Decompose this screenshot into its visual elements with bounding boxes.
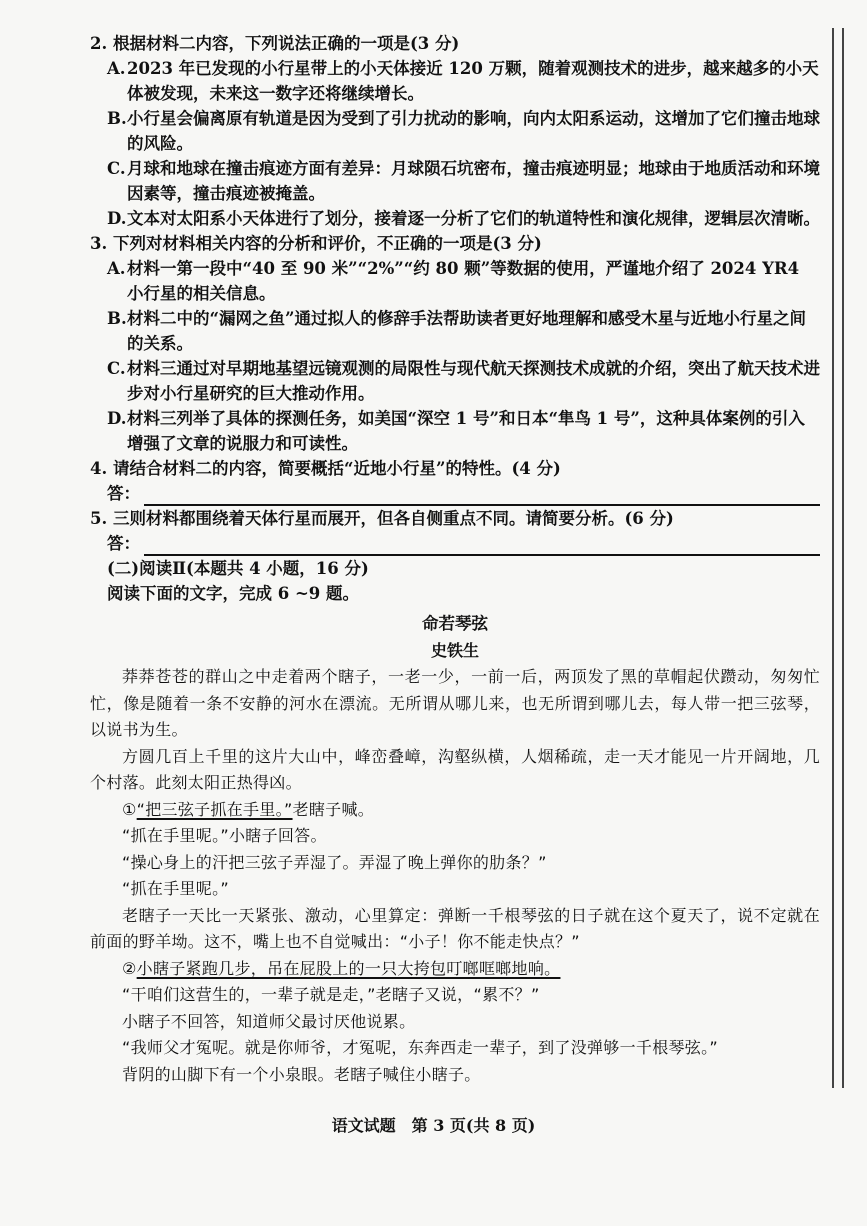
story-paragraph: 老瞎子一天比一天紧张、激动，心里算定：弹断一千根琴弦的日子就在这个夏天了，说不定就在前面的野羊坳。这不，嘴上也不自觉喊出：“小子！你不能走快点？”	[90, 905, 820, 951]
option-label: A.	[107, 259, 126, 278]
question-2-option-d	[90, 206, 820, 231]
story-paragraph	[90, 956, 820, 983]
question-4-stem: 4. 请结合材料二的内容，简要概括“近地小行星”的特性。(4 分)	[90, 459, 561, 478]
underlined-sentence-2: 小瞎子紧跑几步，吊在屁股上的一只大挎包叮啷哐啷地响。	[136, 958, 561, 978]
story-paragraph: “操心身上的汗把三弦子弄湿了。弄湿了晚上弹你的肋条？”	[122, 852, 547, 872]
option-text: 文本对太阳系小天体进行了划分，接着逐一分析了它们的轨道特性和演化规律，逻辑层次清晰。	[127, 209, 820, 228]
story-paragraph	[90, 797, 820, 824]
question-3-option-d	[90, 406, 820, 456]
option-text: 材料三列举了具体的探测任务，如美国“深空 1 号”和日本“隼鸟 1 号”，这种具体案例的引入增强了文章的说服力和可读性。	[127, 409, 805, 453]
question-5-stem: 5. 三则材料都围绕着天体行星而展开，但各自侧重点不同。请简要分析。(6 分)	[90, 509, 674, 528]
page-footer: 语文试题 第 3 页(共 8 页)	[331, 1116, 536, 1135]
question-3-option-a	[90, 256, 820, 306]
question-3-stem: 3. 下列对材料相关内容的分析和评价，不正确的一项是(3 分)	[90, 234, 542, 253]
story-paragraph: “我师父才冤呢。就是你师爷，才冤呢，东奔西走一辈子，到了没弹够一千根琴弦。”	[122, 1038, 718, 1057]
option-label: B.	[107, 109, 127, 128]
question-2-stem: 2. 根据材料二内容，下列说法正确的一项是(3 分)	[90, 34, 460, 53]
sentence-marker-2: ②	[122, 958, 137, 978]
option-label: A.	[107, 59, 126, 78]
story-paragraph: “干咱们这营生的，一辈子就是走，”老瞎子又说，“累不？”	[122, 985, 540, 1004]
option-text: 材料三通过对早期地基望远镜观测的局限性与现代航天探测技术成就的介绍，突出了航天技术进步对小行星研究的巨大推动作用。	[127, 359, 820, 403]
story-paragraph: 莽莽苍苍的群山之中走着两个瞎子，一老一少，一前一后，两顶发了黑的草帽起伏躜动，匆匆忙忙，像是随着一条不安静的河水在漂流。无所谓从哪儿来，也无所谓到哪儿去，每人带一把三弦琴，以说书为生。	[90, 667, 820, 739]
story-paragraph: 小瞎子不回答，知道师父最讨厌他说累。	[122, 1011, 416, 1031]
option-label: C.	[107, 159, 126, 178]
page-content	[90, 31, 820, 1088]
underlined-sentence-1: “把三弦子抓在手里。”	[136, 799, 293, 819]
option-text: 月球和地球在撞击痕迹方面有差异：月球陨石坑密布，撞击痕迹明显；地球由于地质活动和环境因素等，撞击痕迹被掩盖。	[127, 159, 820, 203]
answer-line[interactable]	[144, 534, 820, 556]
answer-label: 答：	[107, 534, 140, 553]
question-2-option-b	[90, 106, 820, 156]
story-paragraph: “抓在手里呢。”小瞎子回答。	[122, 826, 327, 845]
section-heading: (二)阅读Ⅱ(本题共 4 小题，16 分)	[107, 559, 369, 578]
option-text: 材料二中的“漏网之鱼”通过拟人的修辞手法帮助读者更好地理解和感受木星与近地小行星之间的关系。	[127, 309, 806, 353]
option-text: 2023 年已发现的小行星带上的小天体接近 120 万颗，随着观测技术的进步，越来越多的小天体被发现，未来这一数字还将继续增长。	[127, 59, 819, 103]
story-author: 史铁生	[430, 641, 479, 660]
binding-margin-line	[832, 28, 844, 1088]
answer-line[interactable]	[144, 484, 820, 506]
answer-label: 答：	[107, 484, 140, 503]
question-5-answer-area[interactable]	[90, 531, 820, 556]
option-label: D.	[107, 209, 127, 228]
question-3-option-c	[90, 356, 820, 406]
question-3-option-b	[90, 306, 820, 356]
story-paragraph: “抓在手里呢。”	[122, 879, 229, 898]
question-2-option-a	[90, 56, 820, 106]
option-text: 小行星会偏离原有轨道是因为受到了引力扰动的影响，向内太阳系运动，这增加了它们撞击地球的风险。	[127, 109, 820, 153]
option-label: D.	[107, 409, 127, 428]
story-paragraph: 背阴的山脚下有一个小泉眼。老瞎子喊住小瞎子。	[122, 1064, 481, 1084]
question-4-answer-area[interactable]	[90, 481, 820, 506]
sentence-marker-1: ①	[122, 799, 137, 819]
option-text: 材料一第一段中“40 至 90 米”“2%”“约 80 颗”等数据的使用，严谨地介绍了 2024 YR4 小行星的相关信息。	[127, 259, 800, 303]
option-label: C.	[107, 359, 126, 378]
question-2-option-c	[90, 156, 820, 206]
option-label: B.	[107, 309, 127, 328]
story-paragraph: 方圆几百上千里的这片大山中，峰峦叠嶂，沟壑纵横，人烟稀疏，走一天才能见一片开阔地，几个村落。此刻太阳正热得凶。	[90, 746, 820, 792]
section-instruction: 阅读下面的文字，完成 6 ~9 题。	[107, 584, 360, 603]
story-title: 命若琴弦	[422, 614, 488, 633]
story-text: 老瞎子喊。	[292, 799, 375, 819]
